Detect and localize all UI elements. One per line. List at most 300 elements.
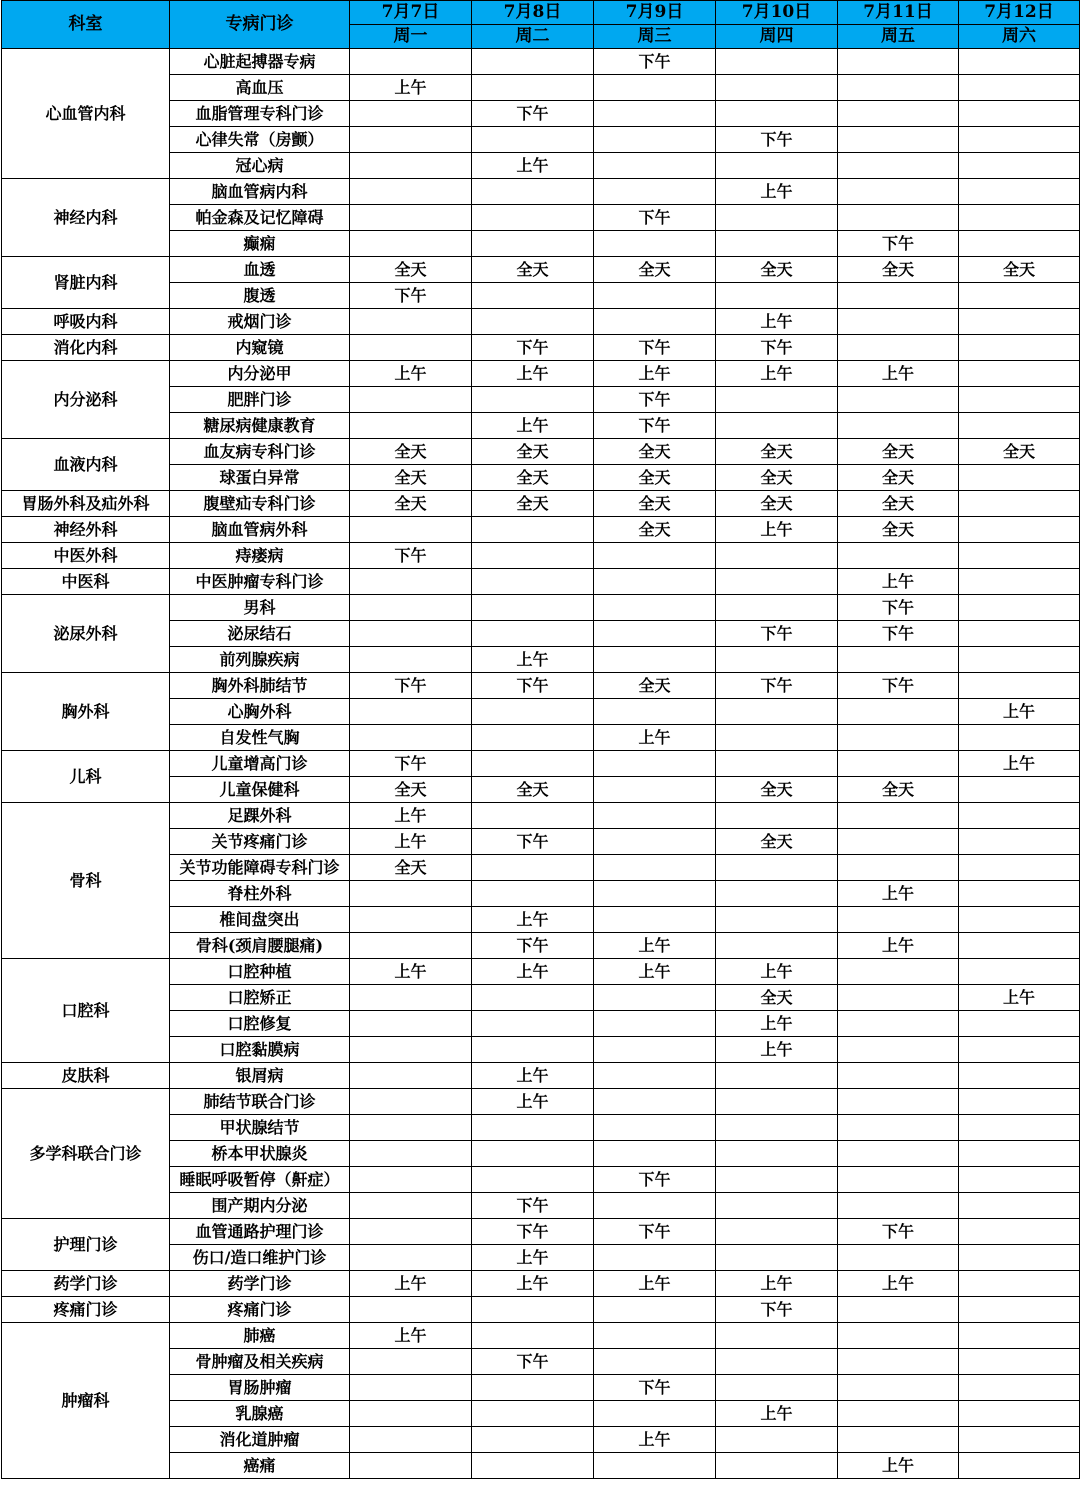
schedule-slot-cell [350, 413, 472, 439]
schedule-slot-cell: 上午 [594, 1427, 716, 1453]
schedule-slot-cell [716, 1219, 838, 1245]
schedule-slot-cell [472, 751, 594, 777]
schedule-slot-cell [959, 1193, 1080, 1219]
weekday-header: 周五 [838, 25, 959, 49]
clinic-name-cell: 肺结节联合门诊 [170, 1089, 350, 1115]
table-row [2, 517, 1080, 543]
schedule-slot-cell: 下午 [350, 283, 472, 309]
schedule-slot-cell [838, 725, 959, 751]
schedule-slot-cell [472, 75, 594, 101]
schedule-slot-cell [350, 335, 472, 361]
schedule-slot-cell [838, 1297, 959, 1323]
schedule-slot-cell [350, 647, 472, 673]
clinic-name-cell: 乳腺癌 [170, 1401, 350, 1427]
schedule-slot-cell [959, 569, 1080, 595]
schedule-slot-cell [716, 647, 838, 673]
table-row [2, 439, 1080, 465]
schedule-slot-cell: 上午 [594, 959, 716, 985]
schedule-slot-cell [838, 1167, 959, 1193]
schedule-slot-cell [838, 335, 959, 361]
schedule-slot-cell [716, 803, 838, 829]
clinic-name-cell: 椎间盘突出 [170, 907, 350, 933]
table-row [2, 1063, 1080, 1089]
schedule-slot-cell [959, 465, 1080, 491]
schedule-slot-cell: 上午 [716, 517, 838, 543]
schedule-slot-cell [594, 1115, 716, 1141]
table-row [2, 309, 1080, 335]
table-row [2, 1219, 1080, 1245]
schedule-slot-cell: 上午 [350, 1271, 472, 1297]
schedule-slot-cell: 下午 [838, 621, 959, 647]
schedule-slot-cell [838, 75, 959, 101]
schedule-slot-cell [959, 1323, 1080, 1349]
schedule-slot-cell [959, 543, 1080, 569]
schedule-slot-cell [594, 1141, 716, 1167]
schedule-slot-cell [350, 1037, 472, 1063]
schedule-slot-cell [959, 1375, 1080, 1401]
clinic-name-cell: 桥本甲状腺炎 [170, 1141, 350, 1167]
schedule-slot-cell [594, 1011, 716, 1037]
department-cell: 血液内科 [2, 439, 170, 491]
schedule-slot-cell [594, 751, 716, 777]
clinic-name-cell: 男科 [170, 595, 350, 621]
schedule-slot-cell: 下午 [594, 49, 716, 75]
schedule-slot-cell [350, 387, 472, 413]
schedule-slot-cell [959, 49, 1080, 75]
schedule-slot-cell [472, 1141, 594, 1167]
schedule-slot-cell [959, 335, 1080, 361]
schedule-slot-cell: 全天 [716, 829, 838, 855]
clinic-name-cell: 围产期内分泌 [170, 1193, 350, 1219]
schedule-slot-cell [838, 751, 959, 777]
schedule-slot-cell [716, 231, 838, 257]
schedule-slot-cell [350, 1063, 472, 1089]
schedule-slot-cell [959, 1349, 1080, 1375]
table-row [2, 1297, 1080, 1323]
clinic-name-cell: 心胸外科 [170, 699, 350, 725]
schedule-slot-cell [350, 1115, 472, 1141]
schedule-slot-cell [472, 595, 594, 621]
department-cell: 骨科 [2, 803, 170, 959]
schedule-slot-cell: 全天 [472, 257, 594, 283]
clinic-name-cell: 关节功能障碍专科门诊 [170, 855, 350, 881]
schedule-slot-cell [959, 1115, 1080, 1141]
schedule-slot-cell [472, 985, 594, 1011]
schedule-slot-cell: 上午 [716, 179, 838, 205]
schedule-slot-cell [959, 881, 1080, 907]
schedule-slot-cell [838, 101, 959, 127]
schedule-slot-cell [594, 283, 716, 309]
schedule-slot-cell [350, 127, 472, 153]
schedule-slot-cell [594, 1193, 716, 1219]
schedule-slot-cell: 上午 [350, 1323, 472, 1349]
schedule-slot-cell: 上午 [472, 1063, 594, 1089]
schedule-slot-cell [716, 1375, 838, 1401]
schedule-slot-cell [350, 1193, 472, 1219]
schedule-slot-cell [716, 699, 838, 725]
schedule-slot-cell: 全天 [716, 465, 838, 491]
schedule-slot-cell: 上午 [594, 725, 716, 751]
schedule-slot-cell [838, 699, 959, 725]
schedule-slot-cell [594, 907, 716, 933]
schedule-slot-cell: 下午 [838, 1219, 959, 1245]
schedule-slot-cell [716, 907, 838, 933]
schedule-slot-cell [959, 361, 1080, 387]
schedule-slot-cell [959, 725, 1080, 751]
schedule-slot-cell [838, 1193, 959, 1219]
schedule-slot-cell: 上午 [594, 1271, 716, 1297]
department-cell: 疼痛门诊 [2, 1297, 170, 1323]
schedule-slot-cell [716, 1167, 838, 1193]
schedule-slot-cell [594, 1349, 716, 1375]
schedule-slot-cell: 下午 [716, 673, 838, 699]
schedule-slot-cell [838, 543, 959, 569]
clinic-name-cell: 心脏起搏器专病 [170, 49, 350, 75]
schedule-slot-cell [350, 1427, 472, 1453]
department-cell: 多学科联合门诊 [2, 1089, 170, 1219]
schedule-slot-cell [472, 1011, 594, 1037]
schedule-slot-cell [959, 1427, 1080, 1453]
schedule-body [2, 49, 1080, 1479]
schedule-slot-cell [959, 1141, 1080, 1167]
schedule-slot-cell: 上午 [716, 1011, 838, 1037]
schedule-slot-cell: 全天 [350, 257, 472, 283]
clinic-name-cell: 腹壁疝专科门诊 [170, 491, 350, 517]
department-cell: 肾脏内科 [2, 257, 170, 309]
schedule-slot-cell [959, 1037, 1080, 1063]
clinic-name-cell: 心律失常（房颤） [170, 127, 350, 153]
schedule-slot-cell: 全天 [838, 439, 959, 465]
schedule-slot-cell [350, 153, 472, 179]
schedule-slot-cell [594, 231, 716, 257]
schedule-slot-cell: 全天 [350, 777, 472, 803]
schedule-slot-cell [716, 881, 838, 907]
schedule-slot-cell [838, 985, 959, 1011]
schedule-slot-cell [716, 1245, 838, 1271]
schedule-slot-cell [959, 1401, 1080, 1427]
schedule-slot-cell [959, 829, 1080, 855]
table-row [2, 803, 1080, 829]
schedule-slot-cell [472, 621, 594, 647]
schedule-slot-cell [472, 803, 594, 829]
date-header: 7月8日 [472, 1, 594, 25]
schedule-slot-cell: 上午 [472, 1089, 594, 1115]
schedule-slot-cell [594, 75, 716, 101]
schedule-slot-cell: 全天 [350, 491, 472, 517]
schedule-slot-cell: 上午 [838, 361, 959, 387]
clinic-name-cell: 消化道肿瘤 [170, 1427, 350, 1453]
schedule-slot-cell: 全天 [716, 257, 838, 283]
date-header: 7月9日 [594, 1, 716, 25]
clinic-name-cell: 腹透 [170, 283, 350, 309]
clinic-name-cell: 药学门诊 [170, 1271, 350, 1297]
schedule-slot-cell [838, 1089, 959, 1115]
schedule-slot-cell [472, 543, 594, 569]
schedule-slot-cell [716, 595, 838, 621]
schedule-slot-cell [838, 1349, 959, 1375]
schedule-slot-cell: 上午 [472, 647, 594, 673]
schedule-slot-cell: 上午 [350, 829, 472, 855]
clinic-name-cell: 甲状腺结节 [170, 1115, 350, 1141]
clinic-name-cell: 口腔矫正 [170, 985, 350, 1011]
schedule-slot-cell: 下午 [838, 231, 959, 257]
schedule-slot-cell [959, 777, 1080, 803]
clinic-name-cell: 肺癌 [170, 1323, 350, 1349]
schedule-slot-cell: 全天 [472, 465, 594, 491]
schedule-slot-cell [838, 49, 959, 75]
schedule-slot-cell: 全天 [594, 465, 716, 491]
clinic-name-cell: 口腔修复 [170, 1011, 350, 1037]
schedule-slot-cell: 全天 [594, 491, 716, 517]
department-cell: 呼吸内科 [2, 309, 170, 335]
schedule-slot-cell [594, 1089, 716, 1115]
schedule-slot-cell [959, 75, 1080, 101]
schedule-slot-cell [959, 127, 1080, 153]
schedule-slot-cell [350, 1375, 472, 1401]
clinic-name-cell: 泌尿结石 [170, 621, 350, 647]
schedule-slot-cell [716, 933, 838, 959]
schedule-slot-cell [594, 179, 716, 205]
schedule-slot-cell [716, 1349, 838, 1375]
clinic-name-cell: 儿童增高门诊 [170, 751, 350, 777]
schedule-slot-cell [838, 1037, 959, 1063]
table-row [2, 1089, 1080, 1115]
schedule-slot-cell [594, 699, 716, 725]
schedule-slot-cell [716, 855, 838, 881]
schedule-slot-cell [594, 621, 716, 647]
schedule-slot-cell: 下午 [838, 595, 959, 621]
schedule-slot-cell [959, 621, 1080, 647]
clinic-name-cell: 骨科(颈肩腰腿痛) [170, 933, 350, 959]
schedule-slot-cell [716, 1427, 838, 1453]
department-cell: 消化内科 [2, 335, 170, 361]
schedule-slot-cell [959, 1011, 1080, 1037]
schedule-slot-cell: 下午 [594, 205, 716, 231]
department-cell: 中医外科 [2, 543, 170, 569]
schedule-slot-cell [959, 959, 1080, 985]
schedule-slot-cell [959, 673, 1080, 699]
table-row [2, 751, 1080, 777]
schedule-slot-cell [594, 1297, 716, 1323]
clinic-name-cell: 戒烟门诊 [170, 309, 350, 335]
clinic-name-cell: 血友病专科门诊 [170, 439, 350, 465]
clinic-name-cell: 癫痫 [170, 231, 350, 257]
schedule-slot-cell [959, 231, 1080, 257]
schedule-slot-cell [594, 803, 716, 829]
schedule-slot-cell: 全天 [959, 257, 1080, 283]
clinic-name-cell: 口腔黏膜病 [170, 1037, 350, 1063]
schedule-slot-cell [350, 309, 472, 335]
department-cell: 心血管内科 [2, 49, 170, 179]
clinic-name-cell: 睡眠呼吸暂停（鼾症） [170, 1167, 350, 1193]
schedule-slot-cell: 全天 [472, 439, 594, 465]
schedule-slot-cell: 下午 [716, 1297, 838, 1323]
table-row [2, 335, 1080, 361]
department-cell: 内分泌科 [2, 361, 170, 439]
schedule-slot-cell: 下午 [350, 751, 472, 777]
clinic-schedule-table [1, 0, 1080, 1479]
department-cell: 护理门诊 [2, 1219, 170, 1271]
schedule-slot-cell [716, 1193, 838, 1219]
schedule-slot-cell [959, 517, 1080, 543]
schedule-slot-cell [959, 1271, 1080, 1297]
schedule-slot-cell [838, 153, 959, 179]
schedule-slot-cell [959, 205, 1080, 231]
schedule-slot-cell [716, 153, 838, 179]
schedule-slot-cell [838, 205, 959, 231]
schedule-slot-cell [716, 387, 838, 413]
clinic-name-cell: 疼痛门诊 [170, 1297, 350, 1323]
schedule-slot-cell [959, 153, 1080, 179]
schedule-slot-cell [350, 1167, 472, 1193]
schedule-slot-cell [716, 205, 838, 231]
schedule-slot-cell: 下午 [594, 1375, 716, 1401]
schedule-slot-cell [716, 283, 838, 309]
schedule-slot-cell: 上午 [350, 803, 472, 829]
schedule-slot-cell [959, 803, 1080, 829]
schedule-slot-cell [472, 1037, 594, 1063]
weekday-header: 周六 [959, 25, 1080, 49]
schedule-slot-cell: 下午 [472, 673, 594, 699]
clinic-name-cell: 血透 [170, 257, 350, 283]
schedule-slot-cell [838, 1063, 959, 1089]
schedule-slot-cell: 上午 [838, 881, 959, 907]
clinic-name-cell: 血脂管理专科门诊 [170, 101, 350, 127]
table-row [2, 1271, 1080, 1297]
schedule-slot-cell [959, 595, 1080, 621]
schedule-slot-cell: 上午 [594, 361, 716, 387]
schedule-slot-cell: 全天 [838, 491, 959, 517]
clinic-name-cell: 血管通路护理门诊 [170, 1219, 350, 1245]
schedule-slot-cell [959, 855, 1080, 881]
schedule-slot-cell: 下午 [594, 387, 716, 413]
schedule-slot-cell: 上午 [959, 699, 1080, 725]
schedule-slot-cell [472, 855, 594, 881]
clinic-name-cell: 冠心病 [170, 153, 350, 179]
schedule-slot-cell [959, 647, 1080, 673]
schedule-slot-cell [838, 413, 959, 439]
schedule-slot-cell [350, 231, 472, 257]
schedule-slot-cell [350, 101, 472, 127]
schedule-slot-cell [594, 1245, 716, 1271]
schedule-slot-cell [350, 569, 472, 595]
schedule-slot-cell [716, 751, 838, 777]
schedule-slot-cell [472, 231, 594, 257]
clinic-name-cell: 脑血管病内科 [170, 179, 350, 205]
department-cell: 胸外科 [2, 673, 170, 751]
schedule-slot-cell: 下午 [594, 335, 716, 361]
schedule-slot-cell: 全天 [594, 517, 716, 543]
table-row [2, 257, 1080, 283]
department-cell: 神经内科 [2, 179, 170, 257]
table-row [2, 959, 1080, 985]
schedule-slot-cell [472, 127, 594, 153]
schedule-slot-cell: 全天 [959, 439, 1080, 465]
schedule-slot-cell [716, 569, 838, 595]
schedule-slot-cell: 上午 [472, 153, 594, 179]
schedule-slot-cell [350, 1089, 472, 1115]
schedule-slot-cell [959, 413, 1080, 439]
department-cell: 胃肠外科及疝外科 [2, 491, 170, 517]
schedule-slot-cell [959, 1219, 1080, 1245]
schedule-slot-cell: 全天 [716, 491, 838, 517]
schedule-slot-cell [472, 1375, 594, 1401]
department-cell: 口腔科 [2, 959, 170, 1063]
schedule-slot-cell [838, 803, 959, 829]
clinic-name-cell: 球蛋白异常 [170, 465, 350, 491]
schedule-slot-cell [838, 1141, 959, 1167]
schedule-slot-cell [959, 1453, 1080, 1479]
clinic-name-cell: 内分泌甲 [170, 361, 350, 387]
schedule-slot-cell [472, 1167, 594, 1193]
table-row [2, 595, 1080, 621]
clinic-name-cell: 痔瘘病 [170, 543, 350, 569]
schedule-slot-cell: 全天 [594, 673, 716, 699]
date-header: 7月11日 [838, 1, 959, 25]
schedule-slot-cell: 下午 [350, 673, 472, 699]
schedule-slot-cell [716, 1453, 838, 1479]
table-row [2, 1323, 1080, 1349]
schedule-slot-cell [350, 595, 472, 621]
schedule-slot-cell: 全天 [594, 439, 716, 465]
schedule-slot-cell [594, 569, 716, 595]
schedule-slot-cell: 上午 [350, 361, 472, 387]
schedule-slot-cell: 全天 [472, 491, 594, 517]
schedule-slot-cell [594, 829, 716, 855]
department-cell: 中医科 [2, 569, 170, 595]
schedule-header [2, 1, 1080, 49]
schedule-slot-cell [959, 907, 1080, 933]
schedule-slot-cell: 上午 [959, 751, 1080, 777]
schedule-slot-cell: 下午 [472, 101, 594, 127]
schedule-slot-cell [594, 543, 716, 569]
schedule-slot-cell: 上午 [716, 959, 838, 985]
schedule-slot-cell [716, 1063, 838, 1089]
schedule-slot-cell [594, 855, 716, 881]
schedule-slot-cell [594, 153, 716, 179]
schedule-slot-cell: 全天 [716, 777, 838, 803]
schedule-slot-cell: 上午 [472, 361, 594, 387]
schedule-slot-cell [959, 387, 1080, 413]
schedule-slot-cell: 全天 [838, 517, 959, 543]
schedule-slot-cell: 上午 [838, 933, 959, 959]
department-cell: 泌尿外科 [2, 595, 170, 673]
schedule-slot-cell: 下午 [838, 673, 959, 699]
schedule-slot-cell: 下午 [594, 1167, 716, 1193]
weekday-header: 周四 [716, 25, 838, 49]
schedule-slot-cell [472, 1427, 594, 1453]
schedule-slot-cell: 上午 [716, 1401, 838, 1427]
clinic-name-cell: 癌痛 [170, 1453, 350, 1479]
clinic-name-cell: 胃肠肿瘤 [170, 1375, 350, 1401]
schedule-slot-cell [959, 1297, 1080, 1323]
department-cell: 药学门诊 [2, 1271, 170, 1297]
schedule-slot-cell: 上午 [594, 933, 716, 959]
schedule-slot-cell [350, 907, 472, 933]
table-row [2, 569, 1080, 595]
table-row [2, 543, 1080, 569]
schedule-slot-cell: 全天 [594, 257, 716, 283]
clinic-name-cell: 口腔种植 [170, 959, 350, 985]
clinic-name-cell: 脊柱外科 [170, 881, 350, 907]
schedule-slot-cell [838, 127, 959, 153]
schedule-slot-cell [594, 1037, 716, 1063]
schedule-slot-cell [350, 1349, 472, 1375]
schedule-slot-cell [838, 907, 959, 933]
schedule-slot-cell [838, 309, 959, 335]
table-row [2, 179, 1080, 205]
schedule-slot-cell [959, 933, 1080, 959]
